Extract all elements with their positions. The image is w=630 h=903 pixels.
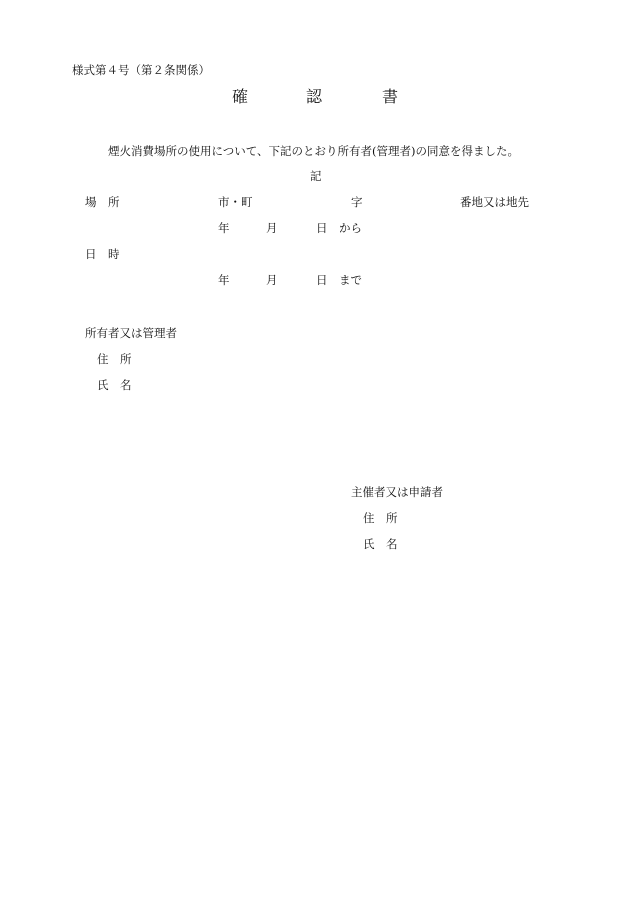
from-day-label: 日: [316, 221, 328, 235]
from-month-label: 月: [266, 221, 278, 235]
city-town-label: 市・町: [218, 195, 253, 209]
to-month-label: 月: [266, 273, 278, 287]
to-suffix: まで: [339, 273, 362, 287]
form-number: 様式第４号（第２条関係）: [72, 63, 210, 77]
owner-heading: 所有者又は管理者: [85, 326, 177, 340]
to-day-label: 日: [316, 273, 328, 287]
datetime-label: 日 時: [85, 247, 120, 261]
aza-label: 字: [351, 195, 363, 209]
place-label: 場 所: [85, 195, 120, 209]
ki-heading: 記: [310, 169, 322, 183]
owner-name-label: 氏 名: [97, 378, 132, 392]
organizer-name-label: 氏 名: [363, 537, 398, 551]
organizer-address-label: 住 所: [363, 511, 398, 525]
organizer-heading: 主催者又は申請者: [351, 485, 443, 499]
title-char-kaku: 確: [232, 87, 249, 106]
banchi-label: 番地又は地先: [460, 195, 529, 209]
from-suffix: から: [339, 221, 362, 235]
title-char-nin: 認: [306, 87, 323, 106]
intro-text: 煙火消費場所の使用について、下記のとおり所有者(管理者)の同意を得ました。: [108, 144, 520, 158]
from-year-label: 年: [218, 221, 230, 235]
owner-address-label: 住 所: [97, 352, 132, 366]
title-char-sho: 書: [382, 87, 399, 106]
to-year-label: 年: [218, 273, 230, 287]
